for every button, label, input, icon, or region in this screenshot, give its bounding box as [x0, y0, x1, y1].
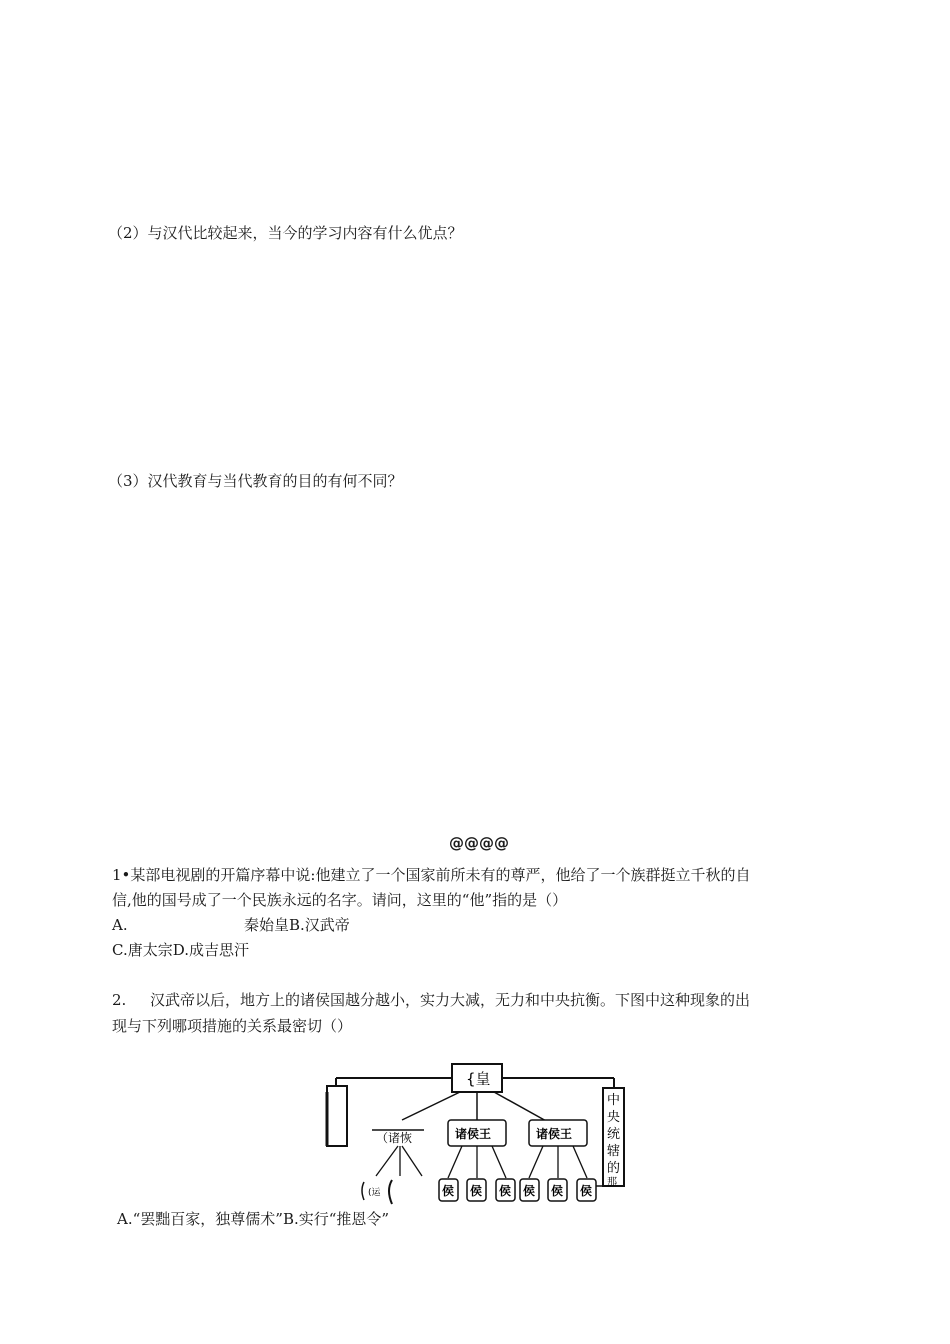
marquis-label: 侯	[499, 1184, 512, 1198]
central-label-char: 统	[607, 1127, 621, 1142]
left-leaf-label: (运	[368, 1188, 381, 1198]
question-2: （2）与汉代比较起来，当今的学习内容有什么优点？	[108, 224, 463, 242]
mcq1-line1: 1•某部电视剧的开篇序幕中说:他建立了一个国家前所未有的尊严，他给了一个族群挺立千秋的自	[112, 866, 751, 884]
mcq2-number: 2.	[112, 991, 127, 1009]
emperor-label: {皇	[466, 1070, 491, 1088]
marquis-label: 侯	[580, 1184, 593, 1198]
section-separator: @@@@	[449, 834, 509, 852]
vassal-left-label: （诸恢	[376, 1131, 413, 1145]
marquis-label: 侯	[551, 1184, 564, 1198]
mcq2-line1: 汉武帝以后，地方上的诸侯国越分越小，实力大减，无力和中央抗衡。下图中这种现象的出	[150, 991, 751, 1009]
marquis-label: 侯	[442, 1184, 455, 1198]
central-label-char: 的	[607, 1161, 621, 1176]
mcq1-option-c-d: C.唐太宗D.成吉思汗	[112, 941, 249, 959]
mcq1-option-a-b: 秦始皇B.汉武帝	[244, 916, 350, 934]
mcq1-line2: 信,他的国号成了一个民族永远的名字。请问，这里的“他”指的是（）	[112, 891, 568, 909]
central-label-char: 中	[607, 1093, 621, 1108]
mcq2-options-ab: A.“罢黜百家，独尊儒术”B.实行“推恩令”	[117, 1210, 390, 1228]
mcq1-option-a-letter: A.	[112, 916, 128, 934]
feudal-structure-diagram	[324, 1058, 632, 1208]
vassal-mid-label: 诸侯王	[455, 1127, 492, 1141]
central-label-char: 那	[607, 1177, 617, 1188]
vassal-right-label: 诸侯王	[536, 1127, 573, 1141]
question-3: （3）汉代教育与当代教育的目的有何不同？	[108, 472, 403, 490]
central-label-char: 辖	[607, 1144, 621, 1159]
marquis-label: 侯	[523, 1184, 536, 1198]
mcq2-line2: 现与下列哪项措施的关系最密切（）	[112, 1017, 353, 1035]
central-label-char: 央	[607, 1110, 621, 1125]
marquis-label: 侯	[470, 1184, 483, 1198]
